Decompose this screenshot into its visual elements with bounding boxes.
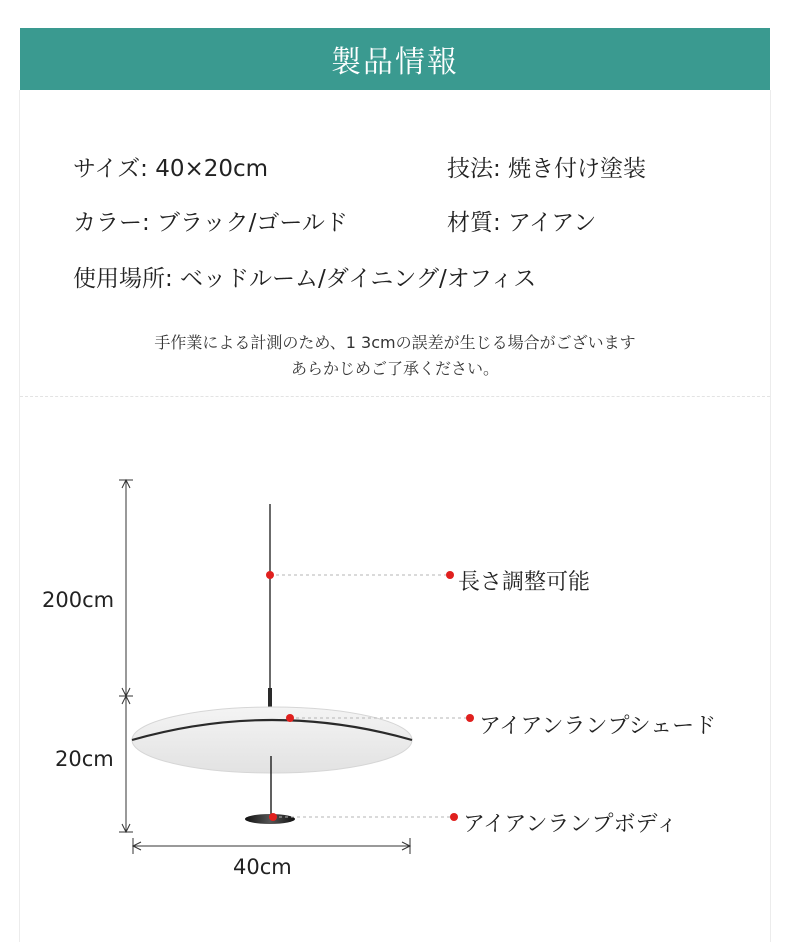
note-line-2: あらかじめご了承ください。	[290, 359, 499, 378]
section-title: 製品情報	[331, 45, 459, 80]
spec-technique: 技法: 焼き付け塗装	[447, 156, 647, 182]
callout-markers	[266, 571, 474, 821]
section-divider	[20, 396, 770, 397]
lamp-shade	[132, 707, 412, 773]
section-header	[20, 28, 770, 90]
callout-label-shade: アイアンランプシェード	[479, 714, 717, 739]
callout-label-adjustable: 長さ調整可能	[458, 570, 591, 595]
vertical-dimension	[119, 480, 133, 832]
spec-size: サイズ: 40×20cm	[73, 156, 269, 182]
spec-material: 材質: アイアン	[447, 210, 597, 236]
dimension-label-cord: 200cm	[42, 588, 115, 612]
callout-leaders	[270, 575, 470, 817]
callout-label-body: アイアンランプボディ	[463, 812, 678, 837]
dimension-label-height: 20cm	[55, 747, 114, 771]
lamp-dimension-diagram	[0, 400, 790, 940]
spec-usage: 使用場所: ベッドルーム/ダイニング/オフィス	[73, 266, 537, 292]
note-line-1: 手作業による計測のため、1 3cmの誤差が生じる場合がございます	[154, 333, 636, 352]
horizontal-dimension	[133, 838, 410, 854]
spec-color: カラー: ブラック/ゴールド	[73, 210, 348, 236]
dimension-label-width: 40cm	[233, 855, 292, 879]
